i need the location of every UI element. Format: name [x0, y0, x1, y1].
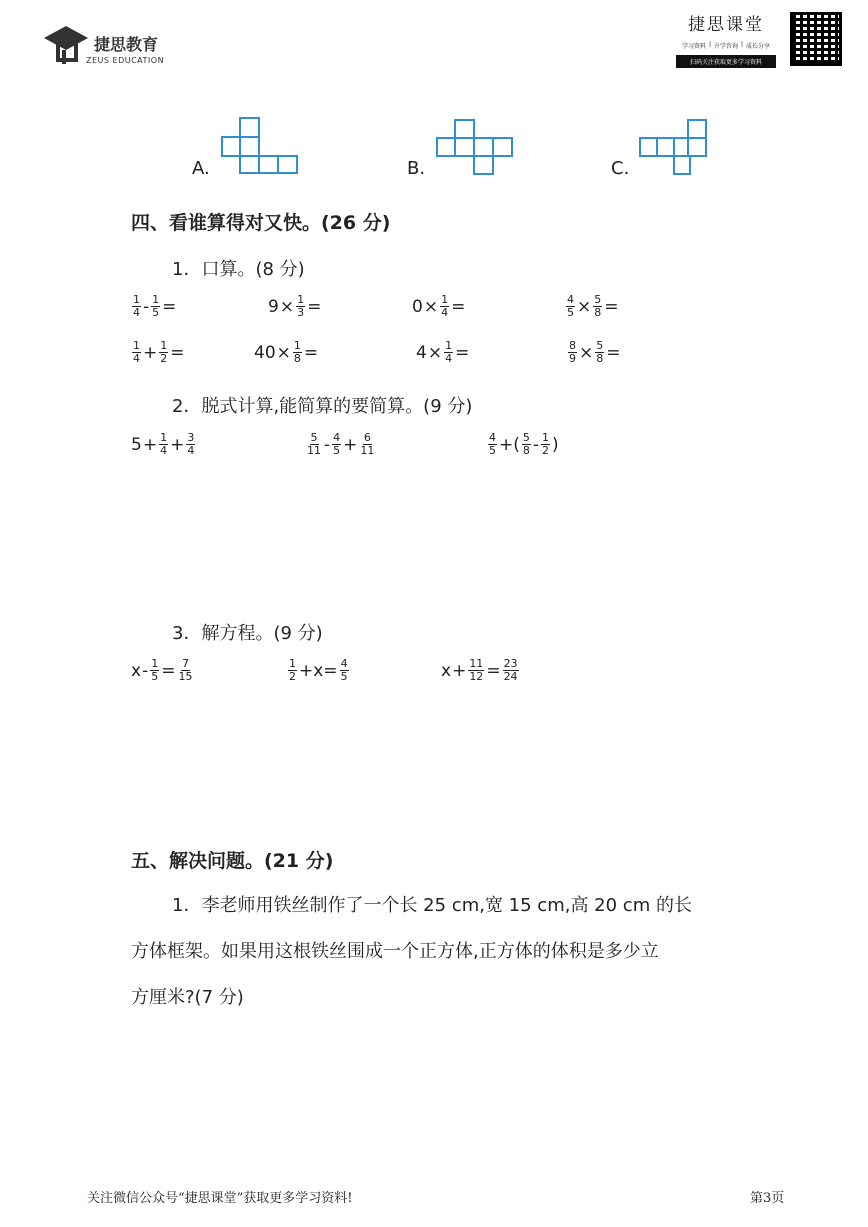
section-4-title: 四、看谁算得对又快。(26 分) — [131, 212, 391, 234]
brand-tags: 学习资料 | 升学咨询 | 成长分享 — [681, 41, 771, 50]
fraction: $\frac{8}{9}$ — [569, 339, 576, 365]
logo-en-text: ZEUS EDUCATION — [86, 56, 165, 65]
oral-expr-4: $\frac{4}{5}$ × $\frac{5}{8}$ = — [567, 293, 619, 319]
step-expr-2: $\frac{5}{11}$ - $\frac{4}{5}$ + $\frac{6}{11}$ — [307, 431, 375, 457]
equation-2: $\frac{1}{2}$ +x= $\frac{4}{5}$ — [289, 657, 348, 683]
oral-expr-5: $\frac{1}{4}$ + $\frac{1}{2}$ = — [133, 339, 185, 365]
net-b — [435, 118, 517, 176]
problem-1-line-3: 方厘米?(7 分) — [131, 987, 244, 1008]
net-c — [638, 118, 710, 176]
brand-banner: 扫码关注获取更多学习资料 — [676, 55, 776, 68]
logo-mark-icon — [42, 20, 90, 66]
fraction: $\frac{1}{4}$ — [441, 293, 449, 319]
oral-expr-3: 0 × $\frac{1}{4}$ = — [412, 293, 466, 319]
equation-1: x - $\frac{1}{5}$ = $\frac{7}{15}$ — [131, 657, 193, 683]
fraction: $\frac{5}{8}$ — [594, 293, 602, 319]
fraction: $\frac{1}{4}$ — [445, 339, 453, 365]
q3-title: 3．解方程。(9 分) — [172, 623, 323, 644]
fraction: $\frac{1}{8}$ — [293, 339, 301, 365]
equation-3: x + $\frac{11}{12}$ = $\frac{23}{24}$ — [441, 657, 518, 683]
oral-expr-7: 4 × $\frac{1}{4}$ = — [416, 339, 470, 365]
section-5-title: 五、解决问题。(21 分) — [131, 850, 334, 872]
logo-cn-text: 捷思教育 — [94, 35, 159, 54]
step-expr-3: $\frac{4}{5}$ +( $\frac{5}{8}$ - $\frac{1}{2}$ ) — [489, 431, 559, 457]
brand-tag: 升学咨询 — [713, 43, 738, 50]
footer-note: 关注微信公众号“捷思课堂”获取更多学习资料! — [87, 1191, 353, 1206]
brand-tag: 学习资料 — [681, 43, 706, 50]
brand-tag: 成长分享 — [746, 43, 771, 50]
fraction: $\frac{1}{2}$ — [160, 339, 168, 365]
net-a — [220, 116, 300, 176]
logo — [42, 20, 182, 68]
fraction: $\frac{1}{4}$ — [133, 293, 140, 319]
q1-title: 1．口算。(8 分) — [172, 259, 305, 280]
fraction: $\frac{1}{4}$ — [133, 339, 140, 365]
problem-1-line-2: 方体框架。如果用这根铁丝围成一个正方体,正方体的体积是多少立 — [131, 941, 659, 962]
fraction: $\frac{1}{5}$ — [152, 293, 160, 319]
q2-title: 2．脱式计算,能简算的要简算。(9 分) — [172, 396, 473, 417]
oral-expr-1: $\frac{1}{4}$ - $\frac{1}{5}$ = — [133, 293, 177, 319]
option-c-label: C. — [611, 158, 630, 179]
page-number: 第3页 — [750, 1191, 785, 1206]
option-b-label: B. — [407, 158, 426, 179]
problem-1-line-1: 1．李老师用铁丝制作了一个长 25 cm,宽 15 cm,高 20 cm 的长 — [172, 895, 692, 916]
oral-expr-6: 40 × $\frac{1}{8}$ = — [254, 339, 319, 365]
fraction: $\frac{4}{5}$ — [567, 293, 574, 319]
oral-expr-8: $\frac{8}{9}$ × $\frac{5}{8}$ = — [569, 339, 621, 365]
step-expr-1: 5 + $\frac{1}{4}$ + $\frac{3}{4}$ — [131, 431, 195, 457]
brand-right — [676, 10, 776, 70]
option-a-label: A. — [192, 158, 210, 179]
fraction: $\frac{5}{8}$ — [596, 339, 604, 365]
qr-code — [790, 12, 842, 66]
fraction: $\frac{1}{3}$ — [297, 293, 305, 319]
brand-right-title: 捷思课堂 — [688, 15, 764, 35]
oral-expr-2: 9 × $\frac{1}{3}$ = — [268, 293, 322, 319]
